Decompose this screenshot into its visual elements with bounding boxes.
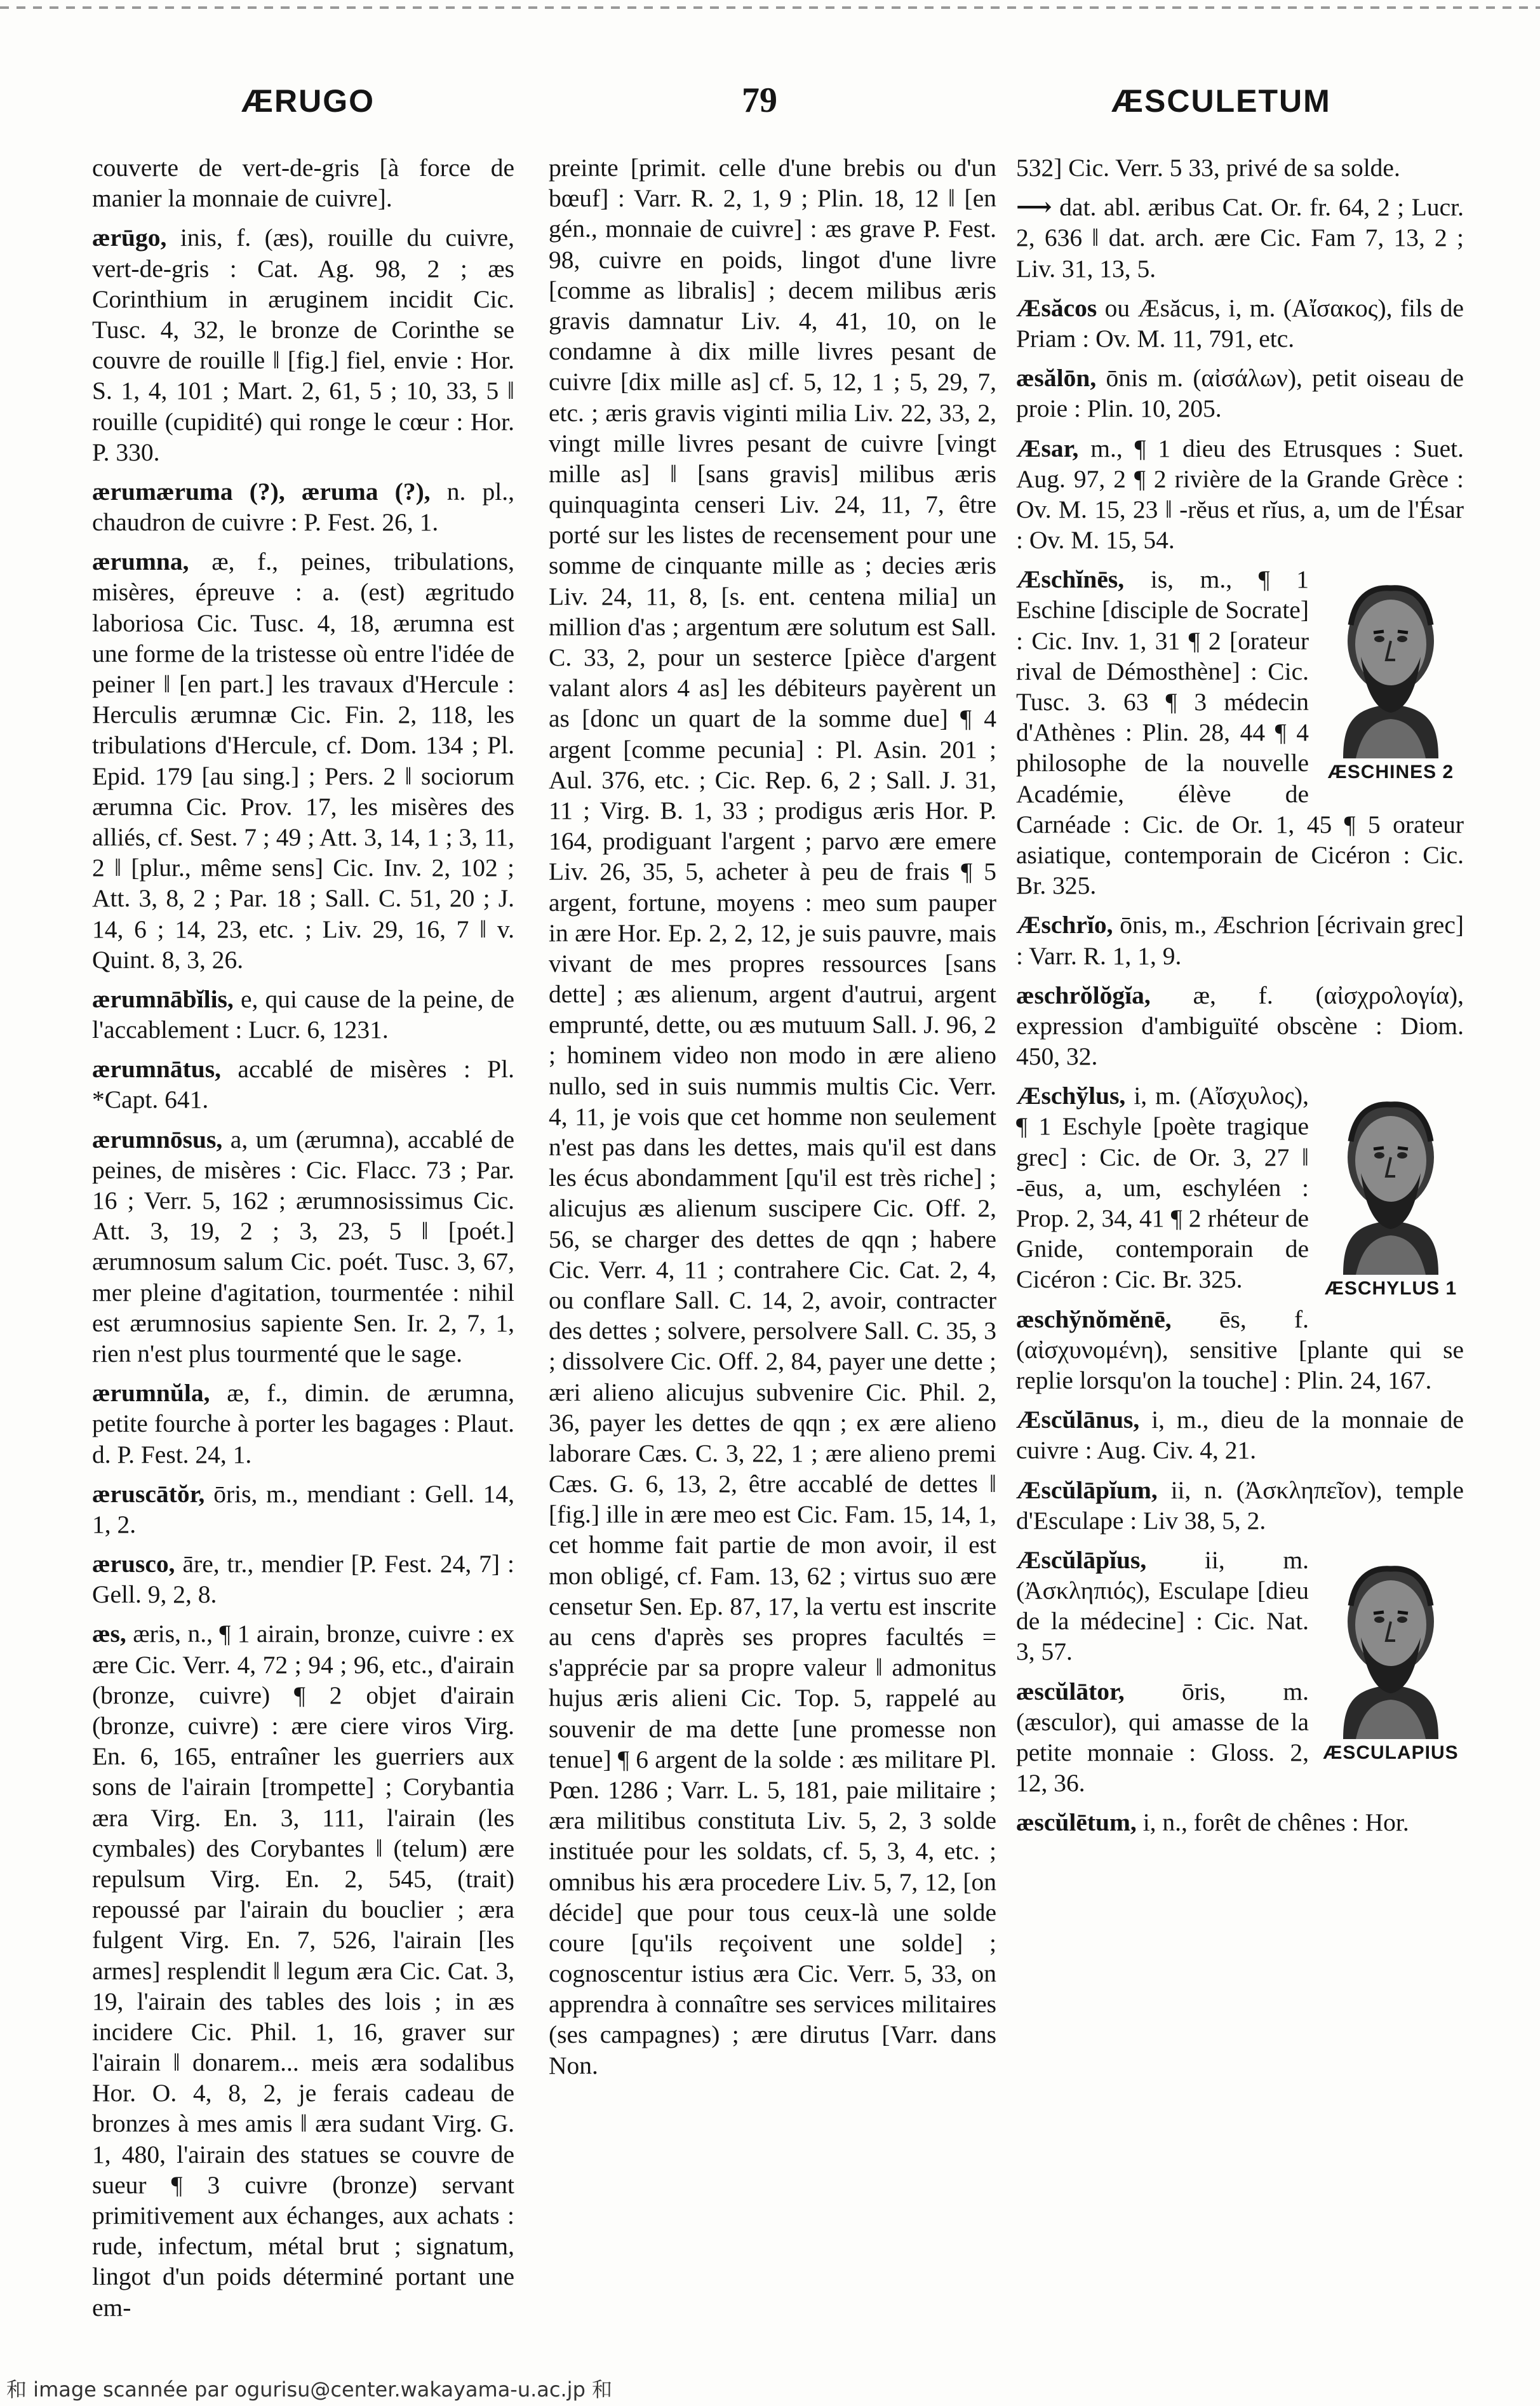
entry-text: accablé de misères : Pl. *Capt. 641. bbox=[92, 1055, 514, 1114]
entry-text: ōris, m. (æsculor), qui amasse de la petite monnaie : Gloss. 2, 12, 36. bbox=[1016, 1677, 1309, 1798]
entry-headword: æruscātŏr, bbox=[92, 1479, 205, 1508]
entry-headword: æschrŏlŏgĭa, bbox=[1016, 981, 1151, 1009]
entry-headword: æscŭlātor, bbox=[1016, 1677, 1125, 1705]
entry-text: dat. abl. æribus Cat. Or. fr. 64, 2 ; Lucr. 2, 636 ‖ dat. arch. ære Cic. Fam 7, 13, 2 ; Liv. 31, 13, 5. bbox=[1016, 193, 1464, 283]
dictionary-entry bbox=[92, 1549, 514, 1610]
portrait-bust-illustration bbox=[1318, 1084, 1464, 1275]
entry-text: couverte de vert-de-gris [à force de manier la monnaie de cuivre]. bbox=[92, 154, 514, 213]
entry-text: ii, n. (Ἀσκληπεῖον), temple d'Esculape : Liv 38, 5, 2. bbox=[1016, 1475, 1464, 1535]
entry-text: is, m., ¶ 1 Eschine [disciple de Socrate] : Cic. Inv. 1, 31 ¶ 2 [orateur rival de Démosthène] : Cic. Tusc. 3. 63 ¶ 3 médecin d'Athènes : Plin. 28, 44 ¶ 4 philosophe de la nouvelle Académie, élève de Carnéade : Cic. de Or. 1, 45 ¶ 5 orateur asiatique, contemporain de Cicéron : Cic. Br. 325. bbox=[1016, 565, 1464, 900]
entry-text: ōnis, m., Æschrion [écrivain grec] : Varr. R. 1, 1, 9. bbox=[1016, 911, 1464, 970]
running-head-right: ÆSCULETUM bbox=[1111, 83, 1331, 119]
dictionary-entry bbox=[1016, 1304, 1464, 1396]
figure-caption: ÆSCHYLUS 1 bbox=[1324, 1278, 1457, 1300]
entry-text: i, m., dieu de la monnaie de cuivre : Aug. Civ. 4, 21. bbox=[1016, 1406, 1464, 1465]
decorative-top-rule bbox=[0, 6, 1540, 9]
dictionary-entry bbox=[92, 546, 514, 975]
entry-headword: ærūgo, bbox=[92, 224, 167, 252]
dictionary-entry bbox=[92, 1054, 514, 1115]
entry-text: preinte [primit. celle d'une brebis ou d'un bœuf] : Varr. R. 2, 1, 9 ; Plin. 18, 12 ‖ [en gén., monnaie de cuivre] : æs grave P. Fest. 98, cuivre en poids, lingot d'une livre [comme as libralis] ; decem milibus æris gravis damnatur Liv. 4, 41, 10, on le condamne à dix mille livres pesant de cuivre [dix mille as] cf. 5, 12, 1 ; 5, 29, 7, etc. ; æris gravis viginti milia Liv. 22, 33, 2, vingt mille livres pesant de cuivre [vingt mille as] ‖ [sans gravis] milibus æris quinquaginta censeri Liv. 24, 11, 7, être porté sur les listes de recensement pour une somme de cinquante mille as ; decies æris Liv. 24, 11, 8, [s. ent. centena milia] un million d'as ; argentum ære solutum est Sall. C. 33, 2, pour un sesterce [pièce d'argent valant alors 4 as] les débiteurs payèrent un as [donc un quart de la somme due] ¶ 4 argent [comme pecunia] : Pl. Asin. 201 ; Aul. 376, etc. ; Cic. Rep. 6, 2 ; Sall. J. 31, 11 ; Virg. B. 1, 33 ; prodigus æris Hor. P. 164, prodiguant l'argent ; parvo ære emere Liv. 26, 35, 5, acheter à peu de frais ¶ 5 argent, fortune, moyens : meo sum pauper in ære Hor. Ep. 2, 2, 12, je suis pauvre, mais vivant de mes propres ressources [sans dette] ; æs alienum, argent d'autrui, argent emprunté, dette, ou æs mutuum Sall. J. 96, 2 ; hominem video non modo in ære alieno nullo, sed in suis nummis multis Cic. Verr. 4, 11, je vois que cet homme non seulement n'est pas dans les dettes, mais qu'il est dans les écus abondamment [qu'il est très riche] ; alicujus æs alienum suscipere Cic. Off. 2, 56, se charger des dettes de qqn ; habere Cic. Verr. 4, 11 ; contrahere Cic. Cat. 2, 4, ou conflare Sall. C. 14, 2, avoir, contracter des dettes ; solvere, persolvere Sall. C. 35, 3 ; dissolvere Cic. Off. 2, 84, payer une dette ; æri alieno alicujus subvenire Cic. Phil. 2, 36, payer les dettes de qqn ; ex ære alieno laborare Cæs. C. 3, 22, 1 ; ære alieno premi Cæs. G. 6, 13, 2, être accablé de dettes ‖ [fig.] ille in ære meo est Cic. Fam. 15, 14, 1, cet homme fait partie de mon avoir, il est mon obligé, cf. Fam. 13, 62 ; virtus suo ære censetur Sen. Ep. 87, 17, la vertu est inscrite au cens d'après ses propres facultés = s'apprécie par sa propre valeur ‖ admonitus hujus æris alieni Cic. Top. 5, rappelé au souvenir de ma dette [une promesse non tenue] ¶ 6 argent de la solde : æs militare Pl. Pœn. 1286 ; Varr. L. 5, 181, paie militaire ; æra militibus constituta Liv. 5, 2, 3 solde instituée pour les soldats, cf. 5, 3, 4, etc. ; omnibus his æra procedere Liv. 5, 7, 12, [on décide] que pour tous ceux-là une solde coure [qu'ils reçoivent une solde] ; cognoscentur istius æra Cic. Verr. 5, 33, on apprendra à connaître ses services militaires (ses campagnes) ; ære dirutus [Varr. dans Non. bbox=[549, 154, 996, 2080]
dictionary-entry bbox=[92, 222, 514, 467]
entry-headword: æsălōn, bbox=[1016, 364, 1097, 393]
dictionary-entry bbox=[1016, 152, 1464, 183]
entry-headword: ærumnōsus, bbox=[92, 1125, 223, 1153]
entry-headword: æscŭlētum, bbox=[1016, 1808, 1137, 1837]
entry-text: ēs, f. (αἰσχυνομένη), sensitive [plante qui se replie lorsqu'on la touche] : Plin. 24, 167. bbox=[1016, 1305, 1464, 1394]
entry-text: n. pl., chaudron de cuivre : P. Fest. 26, 1. bbox=[92, 477, 514, 537]
entry-headword: ærusco, bbox=[92, 1550, 175, 1578]
entry-text: m., ¶ 1 dieu des Etrusques : Suet. Aug. 97, 2 ¶ 2 rivière de la Grande Grèce : Ov. M. 15, 23 ‖ -rĕus et rĭus, a, um de l'Ésar : Ov. M. 15, 54. bbox=[1016, 434, 1464, 554]
figure-caption: ÆSCHINES 2 bbox=[1327, 762, 1454, 783]
entry-headword: ærumæruma (?), æruma (?), bbox=[92, 477, 431, 506]
page-header bbox=[0, 0, 1540, 152]
entry-headword: Æschўlus, bbox=[1016, 1082, 1126, 1110]
portrait-figure bbox=[1318, 1549, 1464, 1765]
entry-text: æ, f. (αἰσχρολογία), expression d'ambiguïté obscène : Diom. 450, 32. bbox=[1016, 981, 1464, 1071]
entry-text: inis, f. (æs), rouille du cuivre, vert-de-gris : Cat. Ag. 98, 2 ; æs Corinthium in æruginem incidit Cic. Tusc. 4, 32, le bronze de Corinthe se couvre de rouille ‖ [fig.] fiel, envie : Hor. S. 1, 4, 101 ; Mart. 2, 61, 5 ; 10, 33, 5 ‖ rouille (cupidité) qui ronge le cœur : Hor. P. 330. bbox=[92, 224, 514, 466]
running-head-left: ÆRUGO bbox=[241, 83, 375, 119]
entry-headword: Æscŭlāpĭus, bbox=[1016, 1545, 1147, 1574]
entry-headword: Æschrĭo, bbox=[1016, 911, 1113, 939]
entry-text: āre, tr., mendier [P. Fest. 24, 7] : Gell. 9, 2, 8. bbox=[92, 1550, 514, 1609]
entry-text: i, n., forêt de chênes : Hor. bbox=[1142, 1808, 1409, 1837]
dictionary-entry bbox=[1016, 910, 1464, 971]
column-2 bbox=[549, 152, 996, 2331]
dictionary-entry bbox=[1016, 1404, 1464, 1465]
dictionary-entry bbox=[92, 1124, 514, 1369]
dictionary-entry bbox=[1016, 564, 1464, 901]
entry-text: e, qui cause de la peine, de l'accablement : Lucr. 6, 1231. bbox=[92, 985, 514, 1044]
dictionary-entry bbox=[1016, 363, 1464, 424]
entry-text: ōnis m. (αἰσάλων), petit oiseau de proie : Plin. 10, 205. bbox=[1016, 364, 1464, 423]
entry-headword: Æscŭlānus, bbox=[1016, 1406, 1140, 1434]
entry-text: ii, m. (Ἀσκληπιός), Esculape [dieu de la médecine] : Cic. Nat. 3, 57. bbox=[1016, 1545, 1309, 1666]
dictionary-entry bbox=[1016, 1080, 1464, 1300]
entry-headword: ærumnābĭlis, bbox=[92, 985, 234, 1013]
portrait-figure bbox=[1318, 568, 1464, 784]
entry-headword: ærumna, bbox=[92, 548, 189, 576]
dictionary-entry bbox=[1016, 433, 1464, 556]
entry-text: ōris, m., mendiant : Gell. 14, 1, 2. bbox=[92, 1479, 514, 1538]
entry-text: 532] Cic. Verr. 5 33, privé de sa solde. bbox=[1016, 154, 1400, 182]
dictionary-entry bbox=[1016, 293, 1464, 354]
entry-text: a, um (ærumna), accablé de peines, de misères : Cic. Flacc. 73 ; Par. 16 ; Verr. 5, 162 ; ærumnosissimus Cic. Att. 3, 19, 2 ; 3, 23, 5 ‖ [poét.] ærumnosum salum Cic. poét. Tusc. 3, 67, mer pleine d'agitation, tourmentée : nihil est ærumnosius sapiente Sen. Ir. 2, 7, 1, rien n'est plus tourmenté que le sage. bbox=[92, 1125, 514, 1368]
dictionary-entry bbox=[92, 984, 514, 1045]
entry-headword: Æsar, bbox=[1016, 434, 1079, 462]
entry-text: æ, f., peines, tribulations, misères, épreuve : a. (est) ægritudo laboriosa Cic. Tusc. 4, 18, ærumna est une forme de la tristesse où entre l'idée de peiner ‖ [en part.] les travaux d'Hercule : Herculis ærumnæ Cic. Fin. 2, 118, les tribulations d'Hercule, cf. Dom. 134 ; Pl. Epid. 179 [au sing.] ; Pers. 2 ‖ sociorum ærumna Cic. Prov. 17, les misères des alliés, cf. Sest. 7 ; 49 ; Att. 3, 14, 1 ; 3, 11, 2 ‖ [plur., même sens] Cic. Inv. 2, 102 ; Att. 3, 8, 2 ; Par. 18 ; Sall. C. 51, 20 ; J. 14, 6 ; 14, 23, etc. ; Liv. 29, 16, 7 ‖ v. Quint. 8, 3, 26. bbox=[92, 548, 514, 974]
dictionary-entry bbox=[92, 152, 514, 213]
dictionary-entry bbox=[92, 1618, 514, 2322]
figure-caption: ÆSCULAPIUS bbox=[1323, 1742, 1459, 1763]
dictionary-entry bbox=[92, 476, 514, 537]
page-number: 79 bbox=[742, 81, 777, 120]
column-1 bbox=[92, 152, 514, 2331]
portrait-bust-illustration bbox=[1318, 568, 1464, 758]
dictionary-entry bbox=[1016, 980, 1464, 1072]
entry-headword: æs, bbox=[92, 1620, 126, 1648]
dictionary-entry bbox=[92, 1378, 514, 1470]
entry-headword: ærumnātus, bbox=[92, 1055, 222, 1084]
entry-headword: Æscŭlāpĭum, bbox=[1016, 1475, 1158, 1504]
entry-headword: æschўnŏmĕnē, bbox=[1016, 1305, 1172, 1333]
scan-credit-footer: 和 image scannée par ogurisu@center.wakayama-u.ac.jp 和 bbox=[6, 2377, 613, 2402]
entry-text: ou Æsăcus, i, m. (Αἴσακος), fils de Priam : Ov. M. 11, 791, etc. bbox=[1016, 293, 1464, 353]
dictionary-entry bbox=[1016, 1475, 1464, 1536]
portrait-bust-illustration bbox=[1318, 1549, 1464, 1739]
entry-text: i, m. (Αἴσχυλος), ¶ 1 Eschyle [poète tragique grec] : Cic. de Or. 3, 27 ‖ -ēus, a, um, eschyléen : Prop. 2, 34, 41 ¶ 2 rhéteur de Gnide, contemporain de Cicéron : Cic. Br. 325. bbox=[1016, 1082, 1309, 1294]
entry-headword: ærumnŭla, bbox=[92, 1379, 210, 1408]
entry-text: æris, n., ¶ 1 airain, bronze, cuivre : ex ære Cic. Verr. 4, 72 ; 94 ; 96, etc., d'airain (bronze, cuivre) ¶ 2 objet d'airain (bronze, cuivre) : ære ciere viros Virg. En. 6, 165, entraîner les guerriers aux sons de l'airain [trompette] ; Corybantia æra Virg. En. 3, 111, l'airain (les cymbales) des Corybantes ‖ (telum) ære repulsum Virg. En. 2, 545, (trait) repoussé par l'airain du bouclier ; æra fulgent Virg. En. 7, 526, l'airain [les armes] resplendit ‖ legum æra Cic. Cat. 3, 19, l'airain des tables des lois ; in æs inciderе Cic. Phil. 1, 16, graver sur l'airain ‖ donarem... meis æra sodalibus Hor. O. 4, 8, 2, je ferais cadeau de bronzes à mes amis ‖ æra sudant Virg. G. 1, 480, l'airain des statues se couvre de sueur ¶ 3 cuivre (bronze) servant primitivement aux échanges, aux achats : rude, infectum, métal brut ; signatum, lingot d'un poids déterminé portant une em- bbox=[92, 1620, 514, 2322]
portrait-figure bbox=[1318, 1084, 1464, 1301]
entry-headword: Æschĭnēs, bbox=[1016, 565, 1125, 594]
entry-text: æ, f., dimin. de ærumna, petite fourche à porter les bagages : Plaut. d. P. Fest. 24, 1. bbox=[92, 1379, 514, 1468]
dictionary-entry bbox=[549, 152, 996, 2081]
entry-headword: Æsăcos bbox=[1016, 293, 1097, 322]
entry-headword: ⟶ bbox=[1016, 193, 1052, 222]
dictionary-entry bbox=[1016, 192, 1464, 284]
column-3 bbox=[1016, 152, 1464, 2331]
dictionary-entry bbox=[92, 1479, 514, 1540]
dictionary-entry bbox=[1016, 1807, 1464, 1838]
